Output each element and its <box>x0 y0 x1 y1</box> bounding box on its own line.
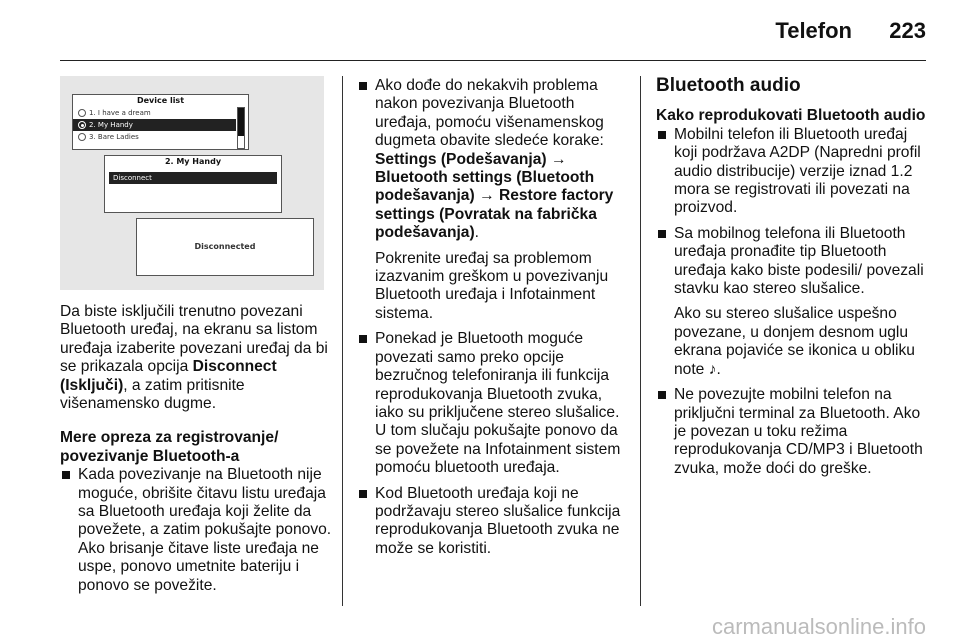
device-screens-illustration <box>60 76 324 290</box>
radio-button-icon <box>78 109 86 117</box>
device-list-item: 3. Bare Ladies <box>73 131 236 143</box>
device-list-item: 1. I have a dream <box>73 107 236 119</box>
left-column <box>60 303 332 595</box>
bullet-item: Ako dođe do nekakvih problema nakon povezivanja Bluetooth uređaja, pomoću višenamenskog dugmeta obavite sledeće korake: Settings (Podešavanja) → Bluetooth settings (Bluetooth podešavanja) → Restore factory settings (Povratak na fabrička podešavanja). <box>357 77 629 243</box>
radio-button-selected-icon <box>78 121 86 129</box>
bullet-item: Ponekad je Bluetooth moguće povezati samo preko opcije bezručnog telefoniranja ili funkcija reprodukovanja Bluetooth zvuka, iako su priključene stereo slušalice. U tom slučaju pokušajte ponovo da se povežete na Infotainment sistem pomoću bluetooth uređaja. <box>357 330 629 477</box>
bullet-item: Mobilni telefon ili Bluetooth uređaj koji podržava A2DP (Napredni profil audio distribucije) verzije iznad 1.2 mora se registrovati ili povezati na proizvod. <box>656 126 928 218</box>
middle-column <box>357 77 629 558</box>
scrollbar-thumb <box>238 108 244 136</box>
subheading: Kako reprodukovati Bluetooth audio <box>656 107 926 125</box>
bullet-subparagraph: Ako su stereo slušalice uspešno povezane, u donjem desnom uglu ekrana pojaviće se ikonica u obliku note ♪. <box>674 305 915 378</box>
device-list-item-selected: 2. My Handy <box>73 119 236 131</box>
precautions-heading: Mere opreza za registrovanje/ povezivanje Bluetooth-a <box>60 429 279 465</box>
bullet-item: Kod Bluetooth uređaja koji ne podržavaju stereo slušalice funkcija reprodukovanja Bluetooth zvuka ne može se koristiti. <box>357 485 629 559</box>
device-list-title: Device list <box>136 96 185 105</box>
radio-button-icon <box>78 133 86 141</box>
bullet-subparagraph: Pokrenite uređaj sa problemom izazvanim greškom u povezivanju Bluetooth uređaja i Infotainment sistema. <box>375 249 609 322</box>
disconnect-menu-item: Disconnect <box>109 172 277 184</box>
watermark: carmanualsonline.info <box>711 614 926 639</box>
device-list-scrollbar <box>237 107 245 149</box>
bullet-item: Sa mobilnog telefona ili Bluetooth uređaja pronađite tip Bluetooth uređaja kako biste podesili/ povezali stavku kao stereo slušalice. <box>656 225 928 299</box>
device-list-screen <box>72 94 249 150</box>
section-title: Bluetooth audio <box>656 75 801 96</box>
disconnected-status-text: Disconnected <box>194 242 256 251</box>
header-divider <box>60 60 926 61</box>
bullet-item: Ne povezujte mobilni telefon na priključni terminal za Bluetooth. Ako je povezan u toku režima reprodukovanja CD/MP3 i Bluetooth zvuka, može doći do greške. <box>656 386 928 478</box>
page-number: 223 <box>889 18 926 43</box>
bullet-item: Kada povezivanje na Bluetooth nije moguće, obrišite čitavu listu uređaja sa Bluetooth uređaja koji želite da povežete, a zatim pokušajte ponovo. Ako brisanje čitave liste uređaja ne uspe, ponovo umetnite bateriju i ponovo se povežite. <box>60 466 332 595</box>
column-divider-right <box>640 76 641 606</box>
disconnect-paragraph: Da biste isključili trenutno povezani Bluetooth uređaj, na ekranu sa listom uređaja izaberite povezani uređaj da bi se prikazala opcija Disconnect (Isključi), a zatim pritisnite višenamensko dugme. <box>60 303 328 413</box>
disconnected-status-screen <box>136 218 314 276</box>
device-menu-title: 2. My Handy <box>164 157 222 166</box>
column-divider-left <box>342 76 343 606</box>
right-column <box>656 77 928 478</box>
device-menu-screen <box>104 155 282 213</box>
page-header-title: Telefon <box>775 18 852 43</box>
